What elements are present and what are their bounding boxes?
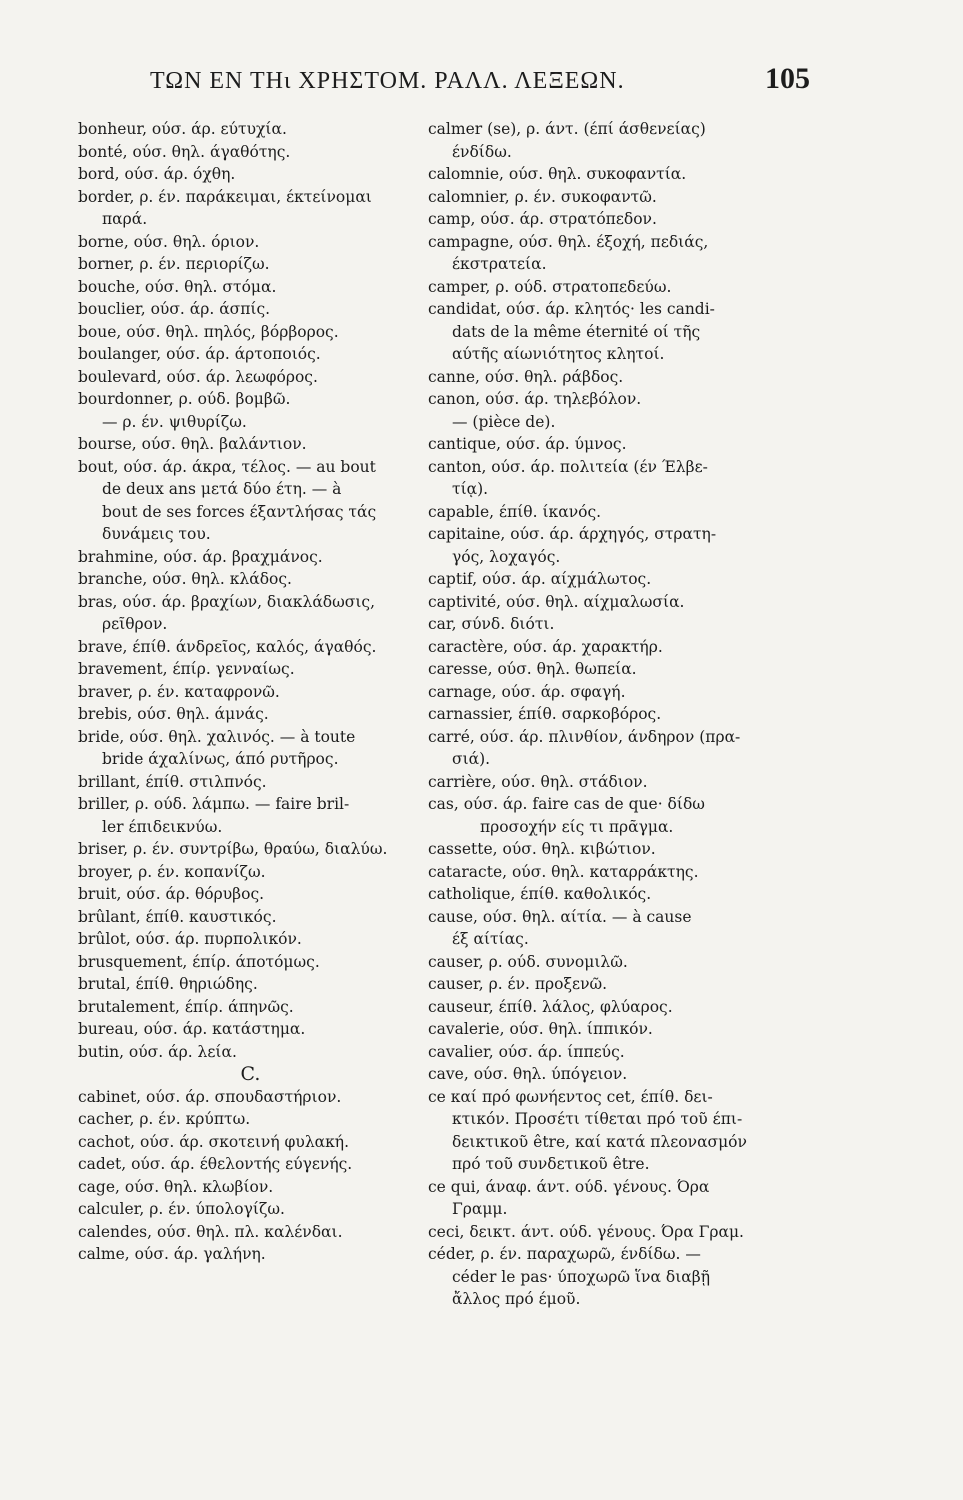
- dictionary-entry-line: carré, ούσ. άρ. πλινθίον, άνδηρον (πρα-: [428, 727, 741, 746]
- dictionary-entry-line: canton, ούσ. άρ. πολιτεία (έν Έλβε-: [428, 457, 708, 476]
- dictionary-entry-line: boulevard, ούσ. άρ. λεωφόρος.: [78, 367, 318, 386]
- dictionary-entry-line: δεικτικοῦ être, καί κατά πλεονασμόν: [452, 1132, 747, 1151]
- dictionary-entry-line: σιά).: [452, 750, 491, 768]
- dictionary-entry-line: — ρ. έν. ψιθυρίζω.: [102, 412, 247, 431]
- dictionary-entry-line: brahmine, ούσ. άρ. βραχμάνος.: [78, 547, 323, 566]
- dictionary-entry-line: broyer, ρ. έν. κοπανίζω.: [78, 862, 266, 881]
- dictionary-entry-line: calmer (se), ρ. άντ. (έπί άσθενείας): [428, 120, 706, 138]
- dictionary-entry-line: car, σύνδ. διότι.: [428, 615, 555, 633]
- dictionary-entry-line: έκστρατεία.: [452, 255, 547, 273]
- dictionary-entry-line: ler έπιδεικνύω.: [102, 817, 223, 836]
- dictionary-entry-line: catholique, έπίθ. καθολικός.: [428, 885, 652, 903]
- page-header: [150, 62, 810, 102]
- dictionary-entry-line: bouclier, ούσ. άρ. άσπίς.: [78, 300, 271, 318]
- dictionary-entry-line: braver, ρ. έν. καταφρονῶ.: [78, 682, 280, 701]
- dictionary-entry-line: — (pièce de).: [452, 412, 556, 431]
- dictionary-entry-line: cause, ούσ. θηλ. αίτία. — à cause: [428, 907, 692, 926]
- dictionary-entry-line: capable, έπίθ. ίκανός.: [428, 502, 602, 521]
- dictionary-entry-line: bourse, ούσ. θηλ. βαλάντιον.: [78, 435, 307, 453]
- dictionary-entry-line: cassette, ούσ. θηλ. κιβώτιον.: [428, 840, 656, 858]
- dictionary-entry-line: borner, ρ. έν. περιορίζω.: [78, 255, 270, 273]
- dictionary-entry-line: branche, ούσ. θηλ. κλάδος.: [78, 570, 292, 588]
- dictionary-entry-line: cacher, ρ. έν. κρύπτω.: [78, 1110, 251, 1128]
- dictionary-entry-line: calculer, ρ. έν. ύπολογίζω.: [78, 1200, 285, 1218]
- dictionary-entry-line: border, ρ. έν. παράκειμαι, έκτείνομαι: [78, 187, 372, 206]
- dictionary-entry-line: κτικόν. Προσέτι τίθεται πρό τοῦ έπι-: [452, 1110, 743, 1128]
- dictionary-entry-line: ce καί πρό φωνήεντος cet, έπίθ. δει-: [428, 1087, 713, 1106]
- dictionary-entry-line: τίᾳ).: [452, 480, 489, 498]
- dictionary-entry-line: butin, ούσ. άρ. λεία.: [78, 1042, 237, 1061]
- dictionary-entry-line: causeur, έπίθ. λάλος, φλύαρος.: [428, 997, 673, 1016]
- dictionary-entry-line: bonté, ούσ. θηλ. άγαθότης.: [78, 142, 291, 161]
- dictionary-entry-line: έξ αίτίας.: [452, 930, 529, 948]
- dictionary-entry-line: bras, ούσ. άρ. βραχίων, διακλάδωσις,: [78, 592, 376, 611]
- dictionary-entry-line: bride, ούσ. θηλ. χαλινός. — à toute: [78, 727, 356, 746]
- dictionary-entry-line: brutalement, έπίρ. άπηνῶς.: [78, 997, 294, 1016]
- dictionary-entry-line: cas, ούσ. άρ. faire cas de que· δίδω: [428, 795, 705, 813]
- dictionary-entry-line: borne, ούσ. θηλ. όριον.: [78, 232, 260, 251]
- dictionary-entry-line: cave, ούσ. θηλ. ύπόγειον.: [428, 1065, 628, 1083]
- dictionary-entry-line: bourdonner, ρ. ούδ. βομβῶ.: [78, 390, 291, 408]
- dictionary-entry-line: cantique, ούσ. άρ. ύμνος.: [428, 435, 627, 453]
- dictionary-entry-line: canon, ούσ. άρ. τηλεβόλον.: [428, 390, 642, 408]
- dictionary-entry-line: dats de la même éternité οί τῆς: [452, 322, 701, 341]
- dictionary-entry-line: causer, ρ. έν. προξενῶ.: [428, 975, 608, 993]
- dictionary-entry-line: bureau, ούσ. άρ. κατάστημα.: [78, 1020, 306, 1038]
- dictionary-entry-line: cachot, ούσ. άρ. σκοτεινή φυλακή.: [78, 1132, 350, 1151]
- dictionary-entry-line: ἄλλος πρό έμοῦ.: [452, 1290, 581, 1308]
- dictionary-entry-line: céder, ρ. έν. παραχωρῶ, ένδίδω. —: [428, 1245, 701, 1263]
- dictionary-entry-line: calendes, ούσ. θηλ. πλ. καλένδαι.: [78, 1222, 343, 1241]
- dictionary-entry-line: bravement, έπίρ. γενναίως.: [78, 660, 295, 678]
- dictionary-entry-line: bout, ούσ. άρ. άκρα, τέλος. — au bout: [78, 457, 376, 476]
- dictionary-entry-line: Γραμμ.: [452, 1200, 508, 1218]
- page-number: 105: [765, 62, 810, 95]
- dictionary-entry-line: canne, ούσ. θηλ. ράβδος.: [428, 367, 624, 386]
- left-column: [78, 118, 423, 1266]
- dictionary-entry-line: calomnie, ούσ. θηλ. συκοφαντία.: [428, 165, 687, 183]
- dictionary-entry-line: brûlant, έπίθ. καυστικός.: [78, 907, 277, 926]
- dictionary-entry-line: cataracte, ούσ. θηλ. καταρράκτης.: [428, 862, 699, 881]
- dictionary-entry-line: ce qui, άναφ. άντ. ούδ. γένους. Όρα: [428, 1177, 710, 1196]
- dictionary-entry-line: caractère, ούσ. άρ. χαρακτήρ.: [428, 637, 663, 656]
- dictionary-entry-line: de deux ans μετά δύο έτη. — à: [102, 480, 342, 498]
- dictionary-entry-line: bouche, ούσ. θηλ. στόμα.: [78, 277, 277, 296]
- dictionary-entry-line: δυνάμεις του.: [102, 525, 211, 543]
- dictionary-entry-line: brillant, έπίθ. στιλπνός.: [78, 772, 267, 791]
- dictionary-entry-line: παρά.: [102, 210, 148, 228]
- dictionary-entry-line: caresse, ούσ. θηλ. θωπεία.: [428, 660, 637, 678]
- dictionary-entry-line: carrière, ούσ. θηλ. στάδιον.: [428, 772, 648, 791]
- dictionary-entry-line: γός, λοχαγός.: [452, 547, 561, 566]
- dictionary-entry-line: cabinet, ούσ. άρ. σπουδαστήριον.: [78, 1087, 342, 1106]
- dictionary-entry-line: camp, ούσ. άρ. στρατόπεδον.: [428, 210, 657, 228]
- dictionary-entry-line: captivité, ούσ. θηλ. αίχμαλωσία.: [428, 592, 685, 611]
- running-title: ΤΩΝ ΕΝ ΤΗι ΧΡΗΣΤΟΜ. ΡΑΛΛ. ΛΕΞΕΩΝ.: [150, 68, 625, 94]
- right-column: [428, 118, 790, 1311]
- dictionary-entry-line: campagne, ούσ. θηλ. έξοχή, πεδιάς,: [428, 232, 709, 251]
- dictionary-entry-line: bruit, ούσ. άρ. θόρυβος.: [78, 885, 265, 903]
- dictionary-entry-line: brave, έπίθ. άνδρεῖος, καλός, άγαθός.: [78, 637, 377, 656]
- dictionary-entry-line: bride άχαλίνως, άπό ρυτῆρος.: [102, 750, 339, 768]
- dictionary-entry-line: briller, ρ. ούδ. λάμπω. — faire bril-: [78, 795, 350, 813]
- dictionary-entry-line: αύτῆς αίωνιότητος κλητοί.: [452, 345, 665, 363]
- dictionary-entry-line: brutal, έπίθ. θηριώδης.: [78, 975, 258, 993]
- dictionary-entry-line: calomnier, ρ. έν. συκοφαντῶ.: [428, 187, 657, 206]
- dictionary-entry-line: cage, ούσ. θηλ. κλωβίον.: [78, 1177, 274, 1196]
- dictionary-entry-line: brûlot, ούσ. άρ. πυρπολικόν.: [78, 930, 302, 948]
- dictionary-entry-line: bout de ses forces έξαντλήσας τάς: [102, 502, 377, 521]
- dictionary-entry-line: boulanger, ούσ. άρ. άρτοποιός.: [78, 345, 321, 363]
- dictionary-entry-line: captif, ούσ. άρ. αίχμάλωτος.: [428, 570, 652, 588]
- dictionary-entry-line: boue, ούσ. θηλ. πηλός, βόρβορος.: [78, 322, 339, 341]
- dictionary-entry-line: cadet, ούσ. άρ. έθελοντής εύγενής.: [78, 1155, 353, 1173]
- dictionary-entry-line: προσοχήν είς τι πρᾶγμα.: [480, 817, 674, 836]
- dictionary-entry-line: candidat, ούσ. άρ. κλητός· les candi-: [428, 300, 715, 318]
- dictionary-entry-line: cavalier, ούσ. άρ. ίππεύς.: [428, 1042, 625, 1061]
- dictionary-entry-line: brebis, ούσ. θηλ. άμνάς.: [78, 705, 269, 723]
- dictionary-entry-line: bonheur, ούσ. άρ. εύτυχία.: [78, 120, 287, 138]
- dictionary-entry-line: ceci, δεικτ. άντ. ούδ. γένους. Όρα Γραμ.: [428, 1222, 744, 1241]
- dictionary-entry-line: carnage, ούσ. άρ. σφαγή.: [428, 682, 626, 701]
- dictionary-entry-line: ένδίδω.: [452, 142, 512, 161]
- dictionary-entry-line: ρεῖθρον.: [102, 615, 168, 633]
- dictionary-entry-line: céder le pas· ύποχωρῶ ἵνα διαβῇ: [452, 1267, 710, 1286]
- dictionary-entry-line: cavalerie, ούσ. θηλ. ίππικόν.: [428, 1020, 653, 1038]
- dictionary-entry-line: carnassier, έπίθ. σαρκοβόρος.: [428, 705, 662, 723]
- dictionary-entry-line: calme, ούσ. άρ. γαλήνη.: [78, 1245, 266, 1263]
- dictionary-entry-line: causer, ρ. ούδ. συνομιλῶ.: [428, 952, 628, 971]
- dictionary-entry-line: brusquement, έπίρ. άποτόμως.: [78, 952, 320, 971]
- dictionary-entry-line: capitaine, ούσ. άρ. άρχηγός, στρατη-: [428, 525, 717, 543]
- dictionary-entry-line: camper, ρ. ούδ. στρατοπεδεύω.: [428, 277, 672, 296]
- dictionary-entry-line: briser, ρ. έν. συντρίβω, θραύω, διαλύω.: [78, 840, 388, 858]
- dictionary-entry-line: πρό τοῦ συνδετικοῦ être.: [452, 1155, 650, 1173]
- section-heading: C.: [240, 1063, 261, 1085]
- dictionary-entry-line: bord, ούσ. άρ. όχθη.: [78, 165, 236, 183]
